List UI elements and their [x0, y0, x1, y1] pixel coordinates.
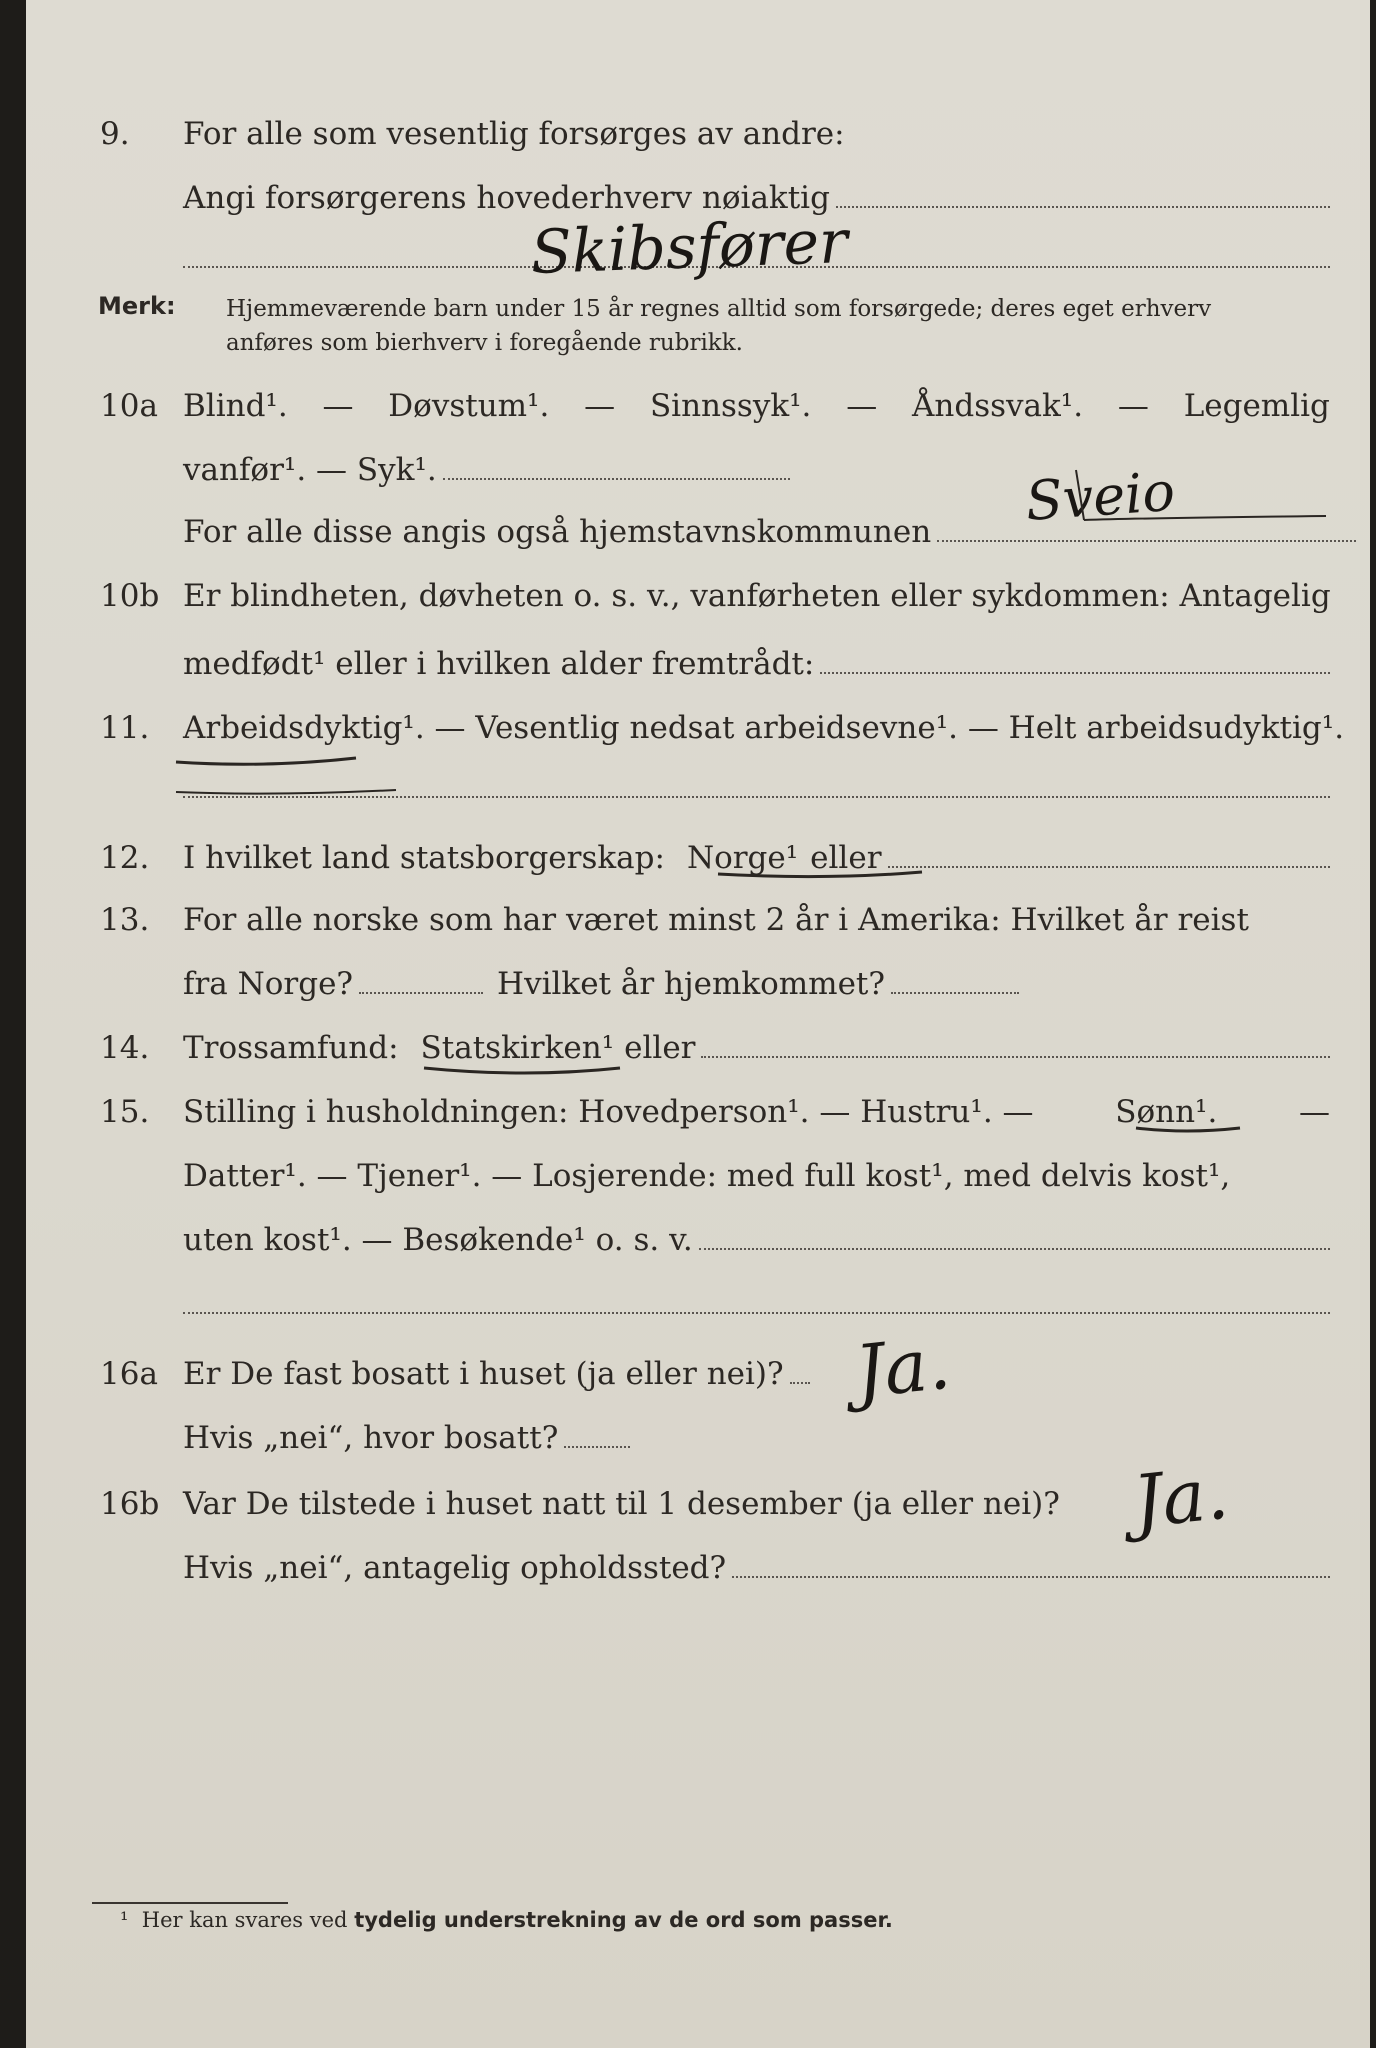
dash: —: [1298, 1094, 1330, 1130]
question-text: uten kost¹. — Besøkende¹ o. s. v.: [183, 1222, 693, 1258]
handwriting-stroke-10a: [1076, 470, 1326, 520]
handwritten-answer-10a: Sveio: [1023, 459, 1177, 533]
question-text: For alle norske som har været minst 2 år i Amerika: Hvilket år reist: [183, 902, 1249, 938]
underline-norge: [718, 872, 922, 877]
question-text: Var De tilstede i huset natt til 1 desember (ja eller nei)?: [183, 1486, 1060, 1522]
question-number: 16b: [100, 1486, 160, 1522]
choice-norge: Norge¹: [686, 840, 799, 876]
question-number: 12.: [100, 840, 150, 876]
question-text: Hvis „nei“, hvor bosatt?: [183, 1420, 559, 1456]
footnote-rule: [92, 1902, 288, 1904]
question-text: For alle som vesentlig forsørges av andre:: [183, 116, 845, 152]
note-text-line-1: Hjemmeværende barn under 15 år regnes alltid som forsørgede; deres eget erhverv: [226, 296, 1212, 322]
option-andssvak: Åndssvak¹.: [912, 388, 1084, 424]
footnote-mark: ¹: [120, 1908, 129, 1932]
question-number: 10a: [100, 388, 158, 424]
census-form-page: [26, 0, 1370, 2048]
dash: —: [846, 388, 878, 424]
question-text: Er blindheten, døvheten o. s. v., vanførheten eller sykdommen: Antagelig: [183, 578, 1331, 614]
pen-underlines: [26, 0, 1370, 2048]
question-number: 11.: [100, 710, 150, 746]
question-number: 10b: [100, 578, 160, 614]
question-text: Arbeidsdyktig¹. — Vesentlig nedsat arbeidsevne¹. — Helt arbeidsudyktig¹.: [183, 710, 1345, 746]
note-label: Merk:: [98, 292, 176, 320]
question-text-after: eller: [810, 840, 882, 876]
handwritten-answer-16b: Ja.: [1129, 1450, 1233, 1544]
question-text: I hvilket land statsborgerskap:: [183, 840, 665, 876]
footnote-text-b: tydelig understrekning av de ord som passer.: [354, 1908, 893, 1932]
question-text: Angi forsørgerens hovederhverv nøiaktig: [183, 180, 830, 216]
question-number: 16a: [100, 1356, 158, 1392]
question-text-after: eller: [624, 1030, 696, 1066]
underline-statskirken: [424, 1068, 620, 1073]
dash: —: [322, 388, 354, 424]
option-blind: Blind¹.: [183, 388, 288, 424]
choice-statskirken: Statskirken¹: [420, 1030, 615, 1066]
question-text: Datter¹. — Tjener¹. — Losjerende: med full kost¹, med delvis kost¹,: [183, 1158, 1231, 1194]
footnote-text-a: Her kan svares ved: [141, 1908, 348, 1932]
question-number: 13.: [100, 902, 150, 938]
dash: —: [1117, 388, 1149, 424]
option-legemlig: Legemlig: [1183, 388, 1330, 424]
footnote: [120, 1908, 893, 1932]
underline-arbeidsdyktig-lower: [176, 790, 396, 794]
note-text-line-2: anføres som bierhverv i foregående rubrikk.: [226, 330, 743, 356]
option-dovstum: Døvstum¹.: [388, 388, 550, 424]
underline-sonn: [1136, 1128, 1240, 1131]
question-text: Trossamfund:: [183, 1030, 399, 1066]
question-text: Hvis „nei“, antagelig opholdssted?: [183, 1550, 727, 1586]
handwritten-answer-16a: Ja.: [851, 1320, 955, 1414]
option-sinnssyk: Sinnssyk¹.: [649, 388, 812, 424]
question-number: 15.: [100, 1094, 150, 1130]
question-text-a: fra Norge?: [183, 966, 354, 1002]
underline-arbeidsdyktig: [176, 758, 356, 764]
handwritten-answer-9: Skibsfører: [529, 206, 849, 288]
choice-sonn: Sønn¹.: [1115, 1094, 1218, 1130]
question-number: 14.: [100, 1030, 150, 1066]
dash: —: [584, 388, 616, 424]
question-text: Er De fast bosatt i huset (ja eller nei)?: [183, 1356, 784, 1392]
question-text-b: Hvilket år hjemkommet?: [497, 966, 886, 1002]
question-text: medfødt¹ eller i hvilken alder fremtrådt:: [183, 646, 815, 682]
question-text: For alle disse angis også hjemstavnskommunen: [183, 514, 932, 550]
question-number: 9.: [100, 116, 130, 152]
question-text: vanfør¹. — Syk¹.: [183, 452, 437, 488]
question-text: Stilling i husholdningen: Hovedperson¹. — Hustru¹. —: [183, 1094, 1034, 1130]
